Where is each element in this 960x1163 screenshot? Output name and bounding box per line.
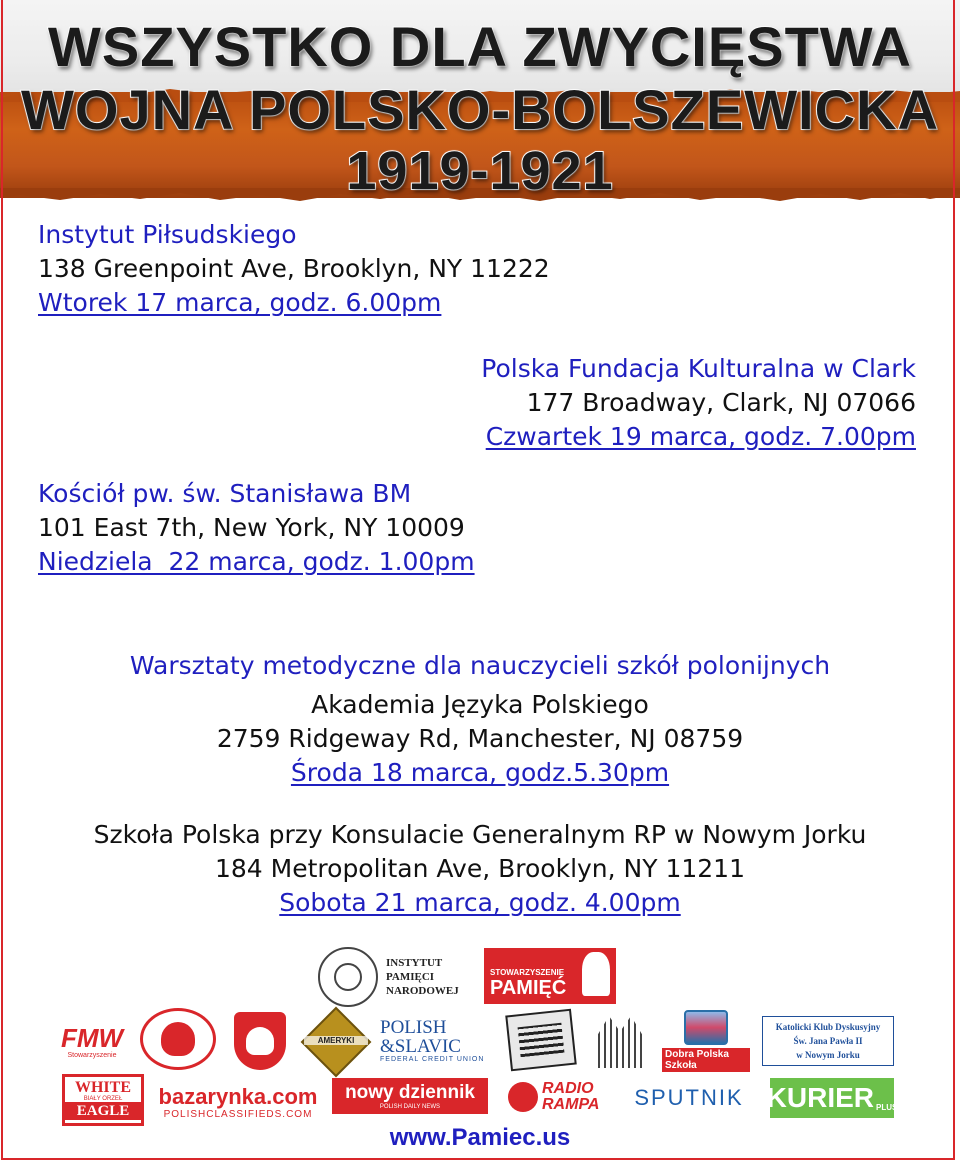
event-date-link[interactable]: Środa 18 marca, godz.5.30pm — [290, 758, 670, 787]
white-eagle-mid: BIAŁY ORZEŁ — [83, 1096, 123, 1102]
school-building-icon — [684, 1010, 728, 1045]
venue-address: 101 East 7th, New York, NY 10009 — [38, 513, 465, 542]
fmw-logo-subtext: Stowarzyszenie — [67, 1051, 117, 1059]
venue-address: 184 Metropolitan Ave, Brooklyn, NY 11211 — [215, 854, 745, 883]
cross-emblem-label: AMERYKI — [304, 1036, 368, 1045]
bazarynka-logo[interactable] — [158, 1078, 318, 1126]
fmw-logo[interactable] — [60, 1012, 124, 1070]
radio-rampa-logo[interactable] — [508, 1078, 612, 1116]
eagle-shield-logo[interactable] — [234, 1012, 286, 1070]
dps-logo-label: Dobra Polska Szkoła — [662, 1048, 750, 1072]
banner-title-line-2: WOJNA POLSKO-BOLSZEWICKA — [21, 78, 939, 141]
catholic-club-logo[interactable] — [762, 1016, 894, 1066]
kurier-text: KURIER — [766, 1082, 874, 1113]
sputnik-logo[interactable] — [626, 1080, 752, 1116]
bazarynka-logo-subtext: POLISHCLASSIFIEDS.COM — [163, 1108, 313, 1120]
ipn-text-line: NARODOWEJ — [386, 985, 459, 997]
workshop-block-2 — [0, 818, 960, 920]
kurier-plus-logo[interactable] — [766, 1078, 898, 1118]
event-date-link[interactable]: Wtorek 17 marca, godz. 6.00pm — [38, 288, 442, 317]
event-date-link[interactable]: Sobota 21 marca, godz. 4.00pm — [279, 888, 681, 917]
pamiec-logo-big: PAMIĘĆ — [490, 976, 567, 999]
venue-name: Szkoła Polska przy Konsulacie Generalnym RP w Nowym Jorku — [93, 820, 867, 849]
venue-name: Kościół pw. św. Stanisława BM — [38, 479, 412, 508]
footer-website-link[interactable]: www.Pamiec.us — [389, 1124, 571, 1151]
kurier-plus-text: PLUS — [876, 1103, 898, 1112]
red-page-border — [1, 0, 955, 1160]
psfcu-logo-line: POLISH — [380, 1016, 447, 1038]
banner-title-line-1: WSZYSTKO DLA ZWYCIĘSTWA — [48, 15, 912, 78]
consulate-school-seal-logo[interactable] — [140, 1008, 216, 1070]
bazarynka-logo-text: bazarynka.com — [158, 1083, 318, 1109]
ipn-text-line: PAMIĘCI — [386, 971, 435, 983]
workshops-heading: Warsztaty metodyczne dla nauczycieli szkół polonijnych — [129, 651, 831, 680]
venue-address: 2759 Ridgeway Rd, Manchester, NJ 08759 — [216, 724, 744, 753]
psfcu-logo-tagline: FEDERAL CREDIT UNION — [380, 1055, 485, 1063]
newspaper-logo[interactable] — [505, 1009, 576, 1072]
white-eagle-top: WHITE — [74, 1079, 131, 1096]
event-date-link[interactable]: Czwartek 19 marca, godz. 7.00pm — [485, 422, 916, 451]
psfcu-logo-line: &SLAVIC — [380, 1035, 461, 1057]
church-drawing-logo[interactable] — [588, 1006, 652, 1070]
radio-rampa-text: RADIO RAMPA — [542, 1080, 600, 1113]
venue-name: Polska Fundacja Kulturalna w Clark — [481, 354, 916, 383]
white-eagle-bottom: EAGLE — [65, 1102, 141, 1120]
venue-name: Akademia Języka Polskiego — [311, 690, 649, 719]
pamiec-logo-small: STOWARZYSZENIE — [490, 967, 565, 977]
dobra-polska-szkola-logo[interactable] — [662, 1010, 750, 1072]
screening-block-1 — [38, 218, 550, 320]
nowy-dziennik-logo[interactable] — [332, 1078, 488, 1114]
ipn-text-line: INSTYTUT — [386, 957, 443, 969]
kkd-logo-line: Katolicki Klub Dyskusyjny — [775, 1022, 881, 1032]
sputnik-text: SPUTNIK — [634, 1085, 744, 1110]
white-eagle-logo[interactable] — [62, 1074, 144, 1126]
pamiec-eagle-icon — [582, 952, 610, 996]
banner-years: 1919-1921 — [346, 141, 614, 201]
microphone-icon — [508, 1082, 538, 1112]
venue-address: 138 Greenpoint Ave, Brooklyn, NY 11222 — [38, 254, 550, 283]
ipn-logo[interactable] — [318, 946, 468, 1008]
workshop-block-1 — [0, 688, 960, 790]
venue-address: 177 Broadway, Clark, NJ 07066 — [526, 388, 916, 417]
screening-block-3 — [38, 477, 475, 579]
venue-name: Instytut Piłsudskiego — [38, 220, 297, 249]
screening-block-2 — [481, 352, 916, 454]
event-date-link[interactable]: Niedziela 22 marca, godz. 1.00pm — [38, 547, 475, 576]
kkd-logo-line: Św. Jana Pawła II — [793, 1036, 863, 1046]
pamiec-logo[interactable] — [484, 948, 616, 1004]
nowy-dziennik-text: nowy dziennik — [345, 1082, 475, 1103]
kkd-logo-line: w Nowym Jorku — [796, 1050, 860, 1060]
fmw-logo-text: FMW — [60, 1022, 124, 1053]
ipn-seal-icon — [318, 947, 378, 1007]
cross-emblem-logo[interactable] — [304, 1010, 368, 1074]
psfcu-logo[interactable] — [380, 1014, 494, 1066]
nowy-dziennik-subtext: POLISH DAILY NEWS — [379, 1104, 441, 1110]
